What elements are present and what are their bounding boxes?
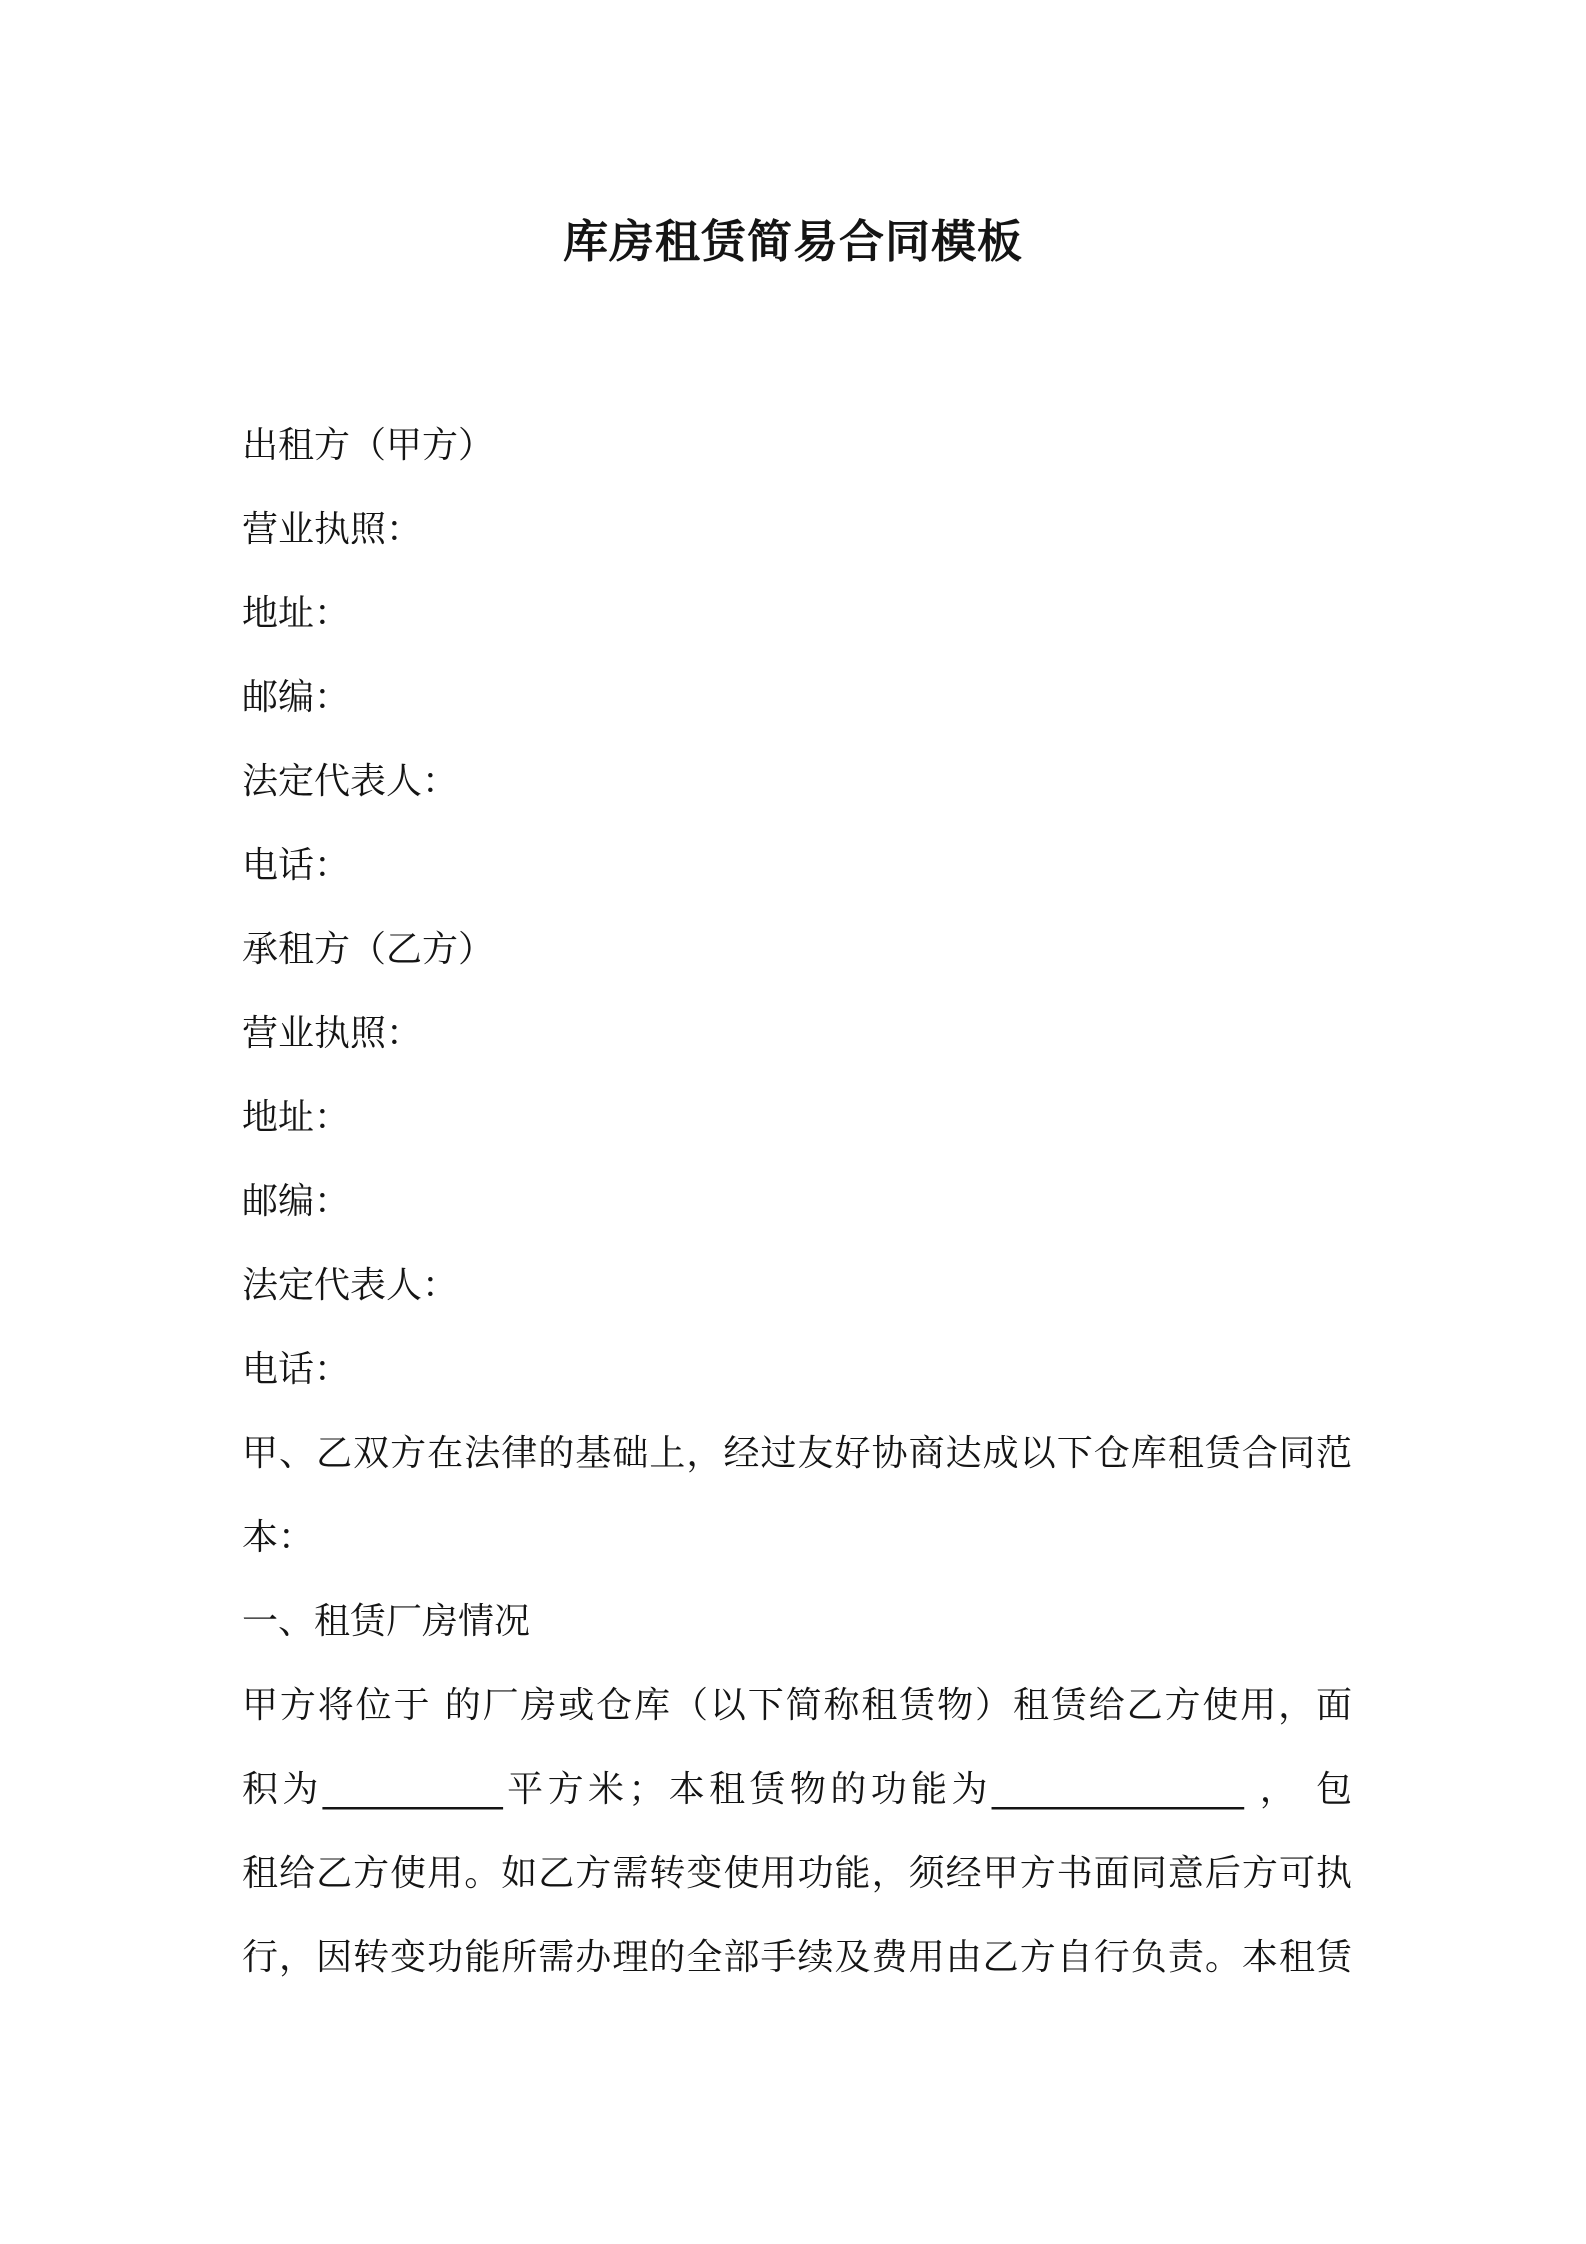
intro-line: 本： [242, 1517, 315, 1558]
lessor-license-field: 营业执照： [242, 509, 423, 550]
lessee-heading: 承租方（乙方） [242, 929, 495, 970]
section-1-line: 租给乙方使用。如乙方需转变使用功能，须经甲方书面同意后方可执 [242, 1853, 1352, 1894]
section-1-heading: 一、租赁厂房情况 [242, 1601, 531, 1642]
lessor-legal-rep-field: 法定代表人： [242, 761, 459, 802]
section-1-line: 积为__________平方米；本租赁物的功能为______________ ， 包 [242, 1769, 1352, 1810]
lessor-postcode-field: 邮编： [242, 677, 351, 718]
lessee-phone-field: 电话： [242, 1349, 351, 1390]
lessor-heading: 出租方（甲方） [242, 425, 495, 466]
section-1-line: 行，因转变功能所需办理的全部手续及费用由乙方自行负责。本租赁 [242, 1937, 1352, 1978]
document-body [242, 404, 1352, 2000]
section-1-paragraph [242, 1664, 1352, 2000]
lessor-phone-field: 电话： [242, 845, 351, 886]
lessor-address-field: 地址： [242, 593, 351, 634]
document-title: 库房租赁简易合同模板 [562, 215, 1023, 268]
lessee-address-field: 地址： [242, 1097, 351, 1138]
lessee-legal-rep-field: 法定代表人： [242, 1265, 459, 1306]
intro-line: 甲、乙双方在法律的基础上，经过友好协商达成以下仓库租赁合同范 [242, 1433, 1352, 1474]
lessee-postcode-field: 邮编： [242, 1181, 351, 1222]
intro-paragraph [242, 1412, 1352, 1580]
lessee-license-field: 营业执照： [242, 1013, 423, 1054]
section-1-line: 甲方将位于 的厂房或仓库（以下简称租赁物）租赁给乙方使用，面 [242, 1685, 1352, 1726]
